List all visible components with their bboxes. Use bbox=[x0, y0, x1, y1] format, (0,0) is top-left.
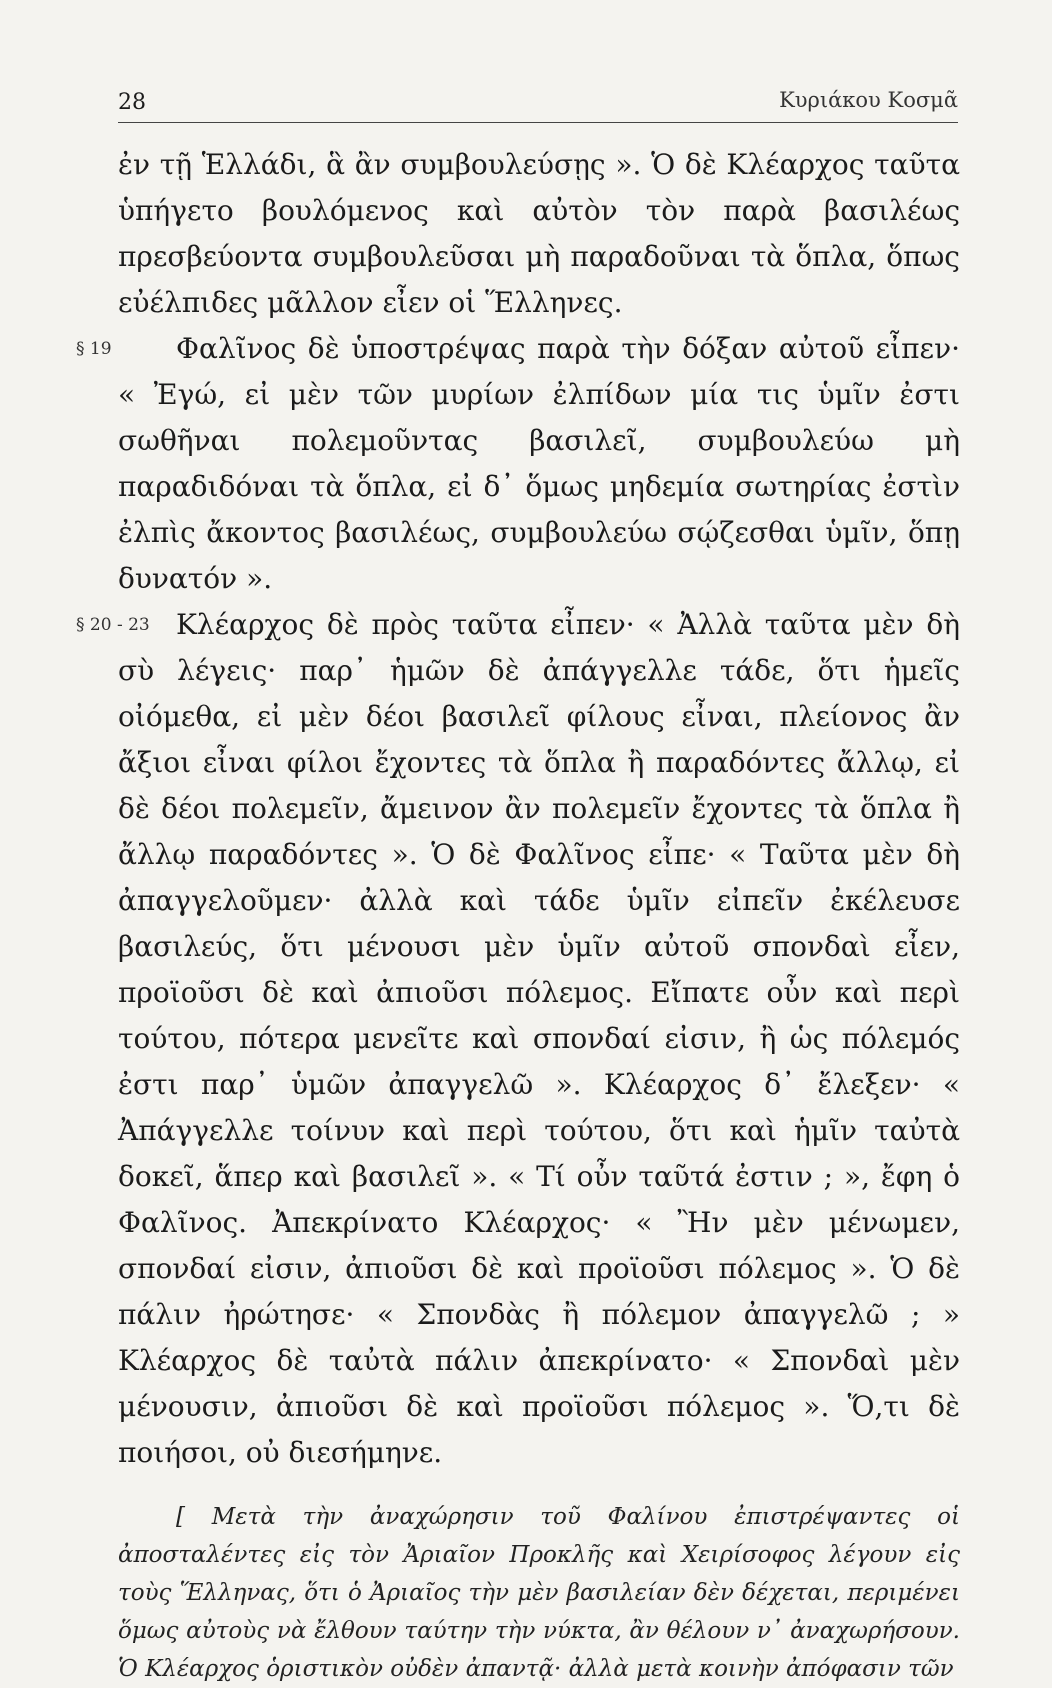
page-number: 28 bbox=[118, 90, 146, 115]
paragraph-section-20-23 bbox=[76, 602, 960, 1476]
section-marker: § 20 - 23 bbox=[76, 615, 150, 635]
paragraph-text: Φαλῖνος δὲ ὑποστρέψας παρὰ τὴν δόξαν αὐτοῦ εἶπεν· « Ἐγώ, εἰ μὲν τῶν μυρίων ἐλπίδων μία τις ὑμῖν ἐστι σωθῆναι πολεμοῦντας βασιλεῖ, συμβουλεύω μὴ παραδιδόναι τὰ ὅπλα, εἰ δ᾽ ὅμως μηδεμία σωτηρίας ἐστὶν ἐλπὶς ἄκοντος βασιλέως, συμβουλεύω σῴζεσθαι ὑμῖν, ὅπῃ δυνατόν ». bbox=[118, 332, 960, 595]
paragraph-text: Κλέαρχος δὲ πρὸς ταῦτα εἶπεν· « Ἀλλὰ ταῦτα μὲν δὴ σὺ λέγεις· παρ᾽ ἡμῶν δὲ ἀπάγγελλε τάδε, ὅτι ἡμεῖς οἰόμεθα, εἰ μὲν δέοι βασιλεῖ φίλους εἶναι, πλείονος ἂν ἄξιοι εἶναι φίλοι ἔχοντες τὰ ὅπλα ἢ παραδόντες ἄλλῳ, εἰ δὲ δέοι πολεμεῖν, ἄμεινον ἂν πολεμεῖν ἔχοντες τὰ ὅπλα ἢ ἄλλῳ παραδόντες ». Ὁ δὲ Φαλῖνος εἶπε· « Ταῦτα μὲν δὴ ἀπαγγελοῦμεν· ἀλλὰ καὶ τάδε ὑμῖν εἰπεῖν ἐκέλευσε βασιλεύς, ὅτι μένουσι μὲν ὑμῖν αὐτοῦ σπονδαὶ εἶεν, προϊοῦσι δὲ καὶ ἀπιοῦσι πόλεμος. Εἴπατε οὖν καὶ περὶ τούτου, πότερα μενεῖτε καὶ σπονδαί εἰσιν, ἢ ὡς πόλεμός ἐστι παρ᾽ ὑμῶν ἀπαγγελῶ ». Κλέαρχος δ᾽ ἔλεξεν· « Ἀπάγγελλε τοίνυν καὶ περὶ τούτου, ὅτι καὶ ἡμῖν ταὐτὰ δοκεῖ, ἅπερ καὶ βασιλεῖ ». « Τί οὖν ταῦτά ἐστιν ; », ἔφη ὁ Φαλῖνος. Ἀπεκρίνατο Κλέαρχος· « Ἢν μὲν μένωμεν, σπονδαί εἰσιν, ἀπιοῦσι δὲ καὶ προϊοῦσι πόλεμος ». Ὁ δὲ πάλιν ἠρώτησε· « Σπονδὰς ἢ πόλεμον ἀπαγγελῶ ; » Κλέαρχος δὲ ταὐτὰ πάλιν ἀπεκρίνατο· « Σπονδαὶ μὲν μένουσιν, ἀπιοῦσι δὲ καὶ προϊοῦσι πόλεμος ». Ὅ,τι δὲ ποιήσοι, οὐ διεσήμηνε. bbox=[118, 608, 960, 1469]
section-marker: § 19 bbox=[76, 339, 112, 359]
running-head: Κυριάκου Κοσμᾶ bbox=[779, 88, 958, 112]
page-header bbox=[118, 86, 958, 123]
summary-note: [ Μετὰ τὴν ἀναχώρησιν τοῦ Φαλίνου ἐπιστρέψαντες οἱ ἀποσταλέντες εἰς τὸν Ἀριαῖον Προκλῆς καὶ Χειρίσοφος λέγουν εἰς τοὺς Ἕλληνας, ὅτι ὁ Ἀριαῖος τὴν μὲν βασιλείαν δὲν δέχεται, περιμένει ὅμως αὐτοὺς νὰ ἔλθουν ταύτην τὴν νύκτα, ἂν θέλουν ν᾽ ἀναχωρήσουν. Ὁ Κλέαρχος ὁριστικὸν οὐδὲν ἀπαντᾷ· ἀλλὰ μετὰ κοινὴν ἀπόφασιν τῶν bbox=[118, 1504, 960, 1682]
main-text bbox=[0, 142, 1052, 1688]
paragraph-section-19 bbox=[76, 326, 960, 602]
paragraph-text: ἐν τῇ Ἑλλάδι, ἃ ἂν συμβουλεύσῃς ». Ὁ δὲ Κλέαρχος ταῦτα ὑπήγετο βουλόμενος καὶ αὐτὸν τὸν παρὰ βασιλέως πρεσβεύοντα συμβουλεῦσαι μὴ παραδοῦναι τὰ ὅπλα, ὅπως εὐέλπιδες μᾶλλον εἶεν οἱ Ἕλληνες. bbox=[118, 148, 960, 319]
paragraph-continuation bbox=[118, 142, 960, 326]
